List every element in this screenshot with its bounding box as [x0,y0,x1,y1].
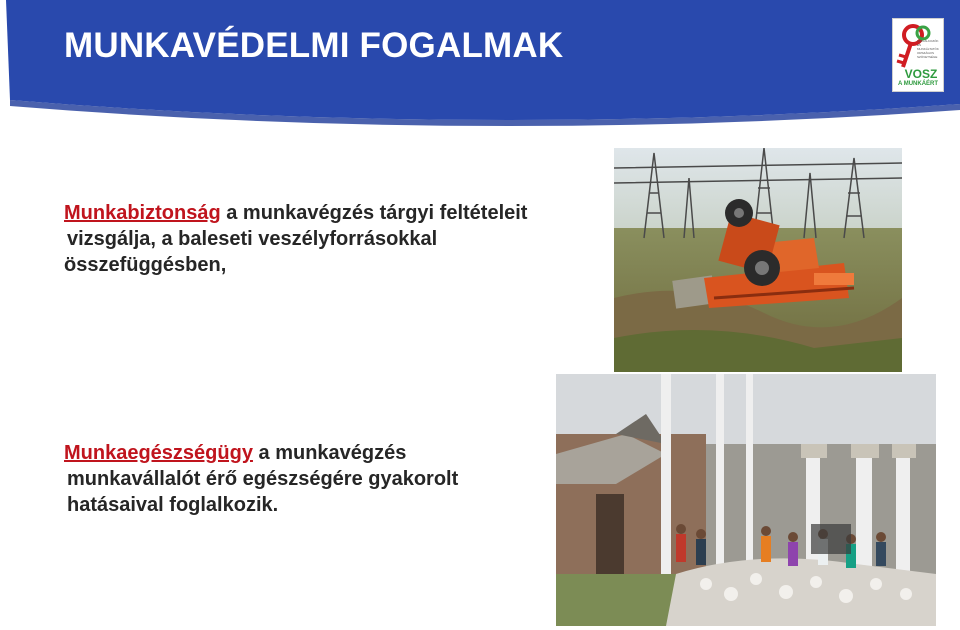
logo-tagline: A MUNKÁÉRT [897,81,939,87]
definition-occupational-health [64,440,458,518]
logo-small-text: VÁLLALKOZÓK ÉS MUNKÁLTATÓK ORSZÁGOS SZÖVETSÉGE [917,39,939,59]
term-occupational-health: Munkaegészségügy [64,442,253,464]
header-band [0,0,960,130]
term-work-safety: Munkabiztonság [64,202,221,224]
logo-brand: VOSZ [904,67,938,81]
definition-line: munkavállalót érő egészségére gyakorolt [67,468,459,490]
definition-work-safety [64,200,527,278]
definition-line: vizsgálja, a baleseti veszélyforrásokkal [67,228,438,250]
demolition-site-workers-photo-icon [556,374,936,626]
definition-line: hatásaival foglalkozik. [67,494,279,516]
overturned-tractor-photo-icon [614,148,902,372]
definition-text: a munkavégzés tárgyi feltételeit [220,202,528,224]
definition-line [64,440,458,466]
definition-text: a munkavégzés [252,442,407,464]
definition-line: összefüggésben, [64,254,227,276]
page-title: MUNKAVÉDELMI FOGALMAK [64,26,564,65]
vosz-key-logo-icon [892,18,944,92]
definition-line [64,200,527,226]
